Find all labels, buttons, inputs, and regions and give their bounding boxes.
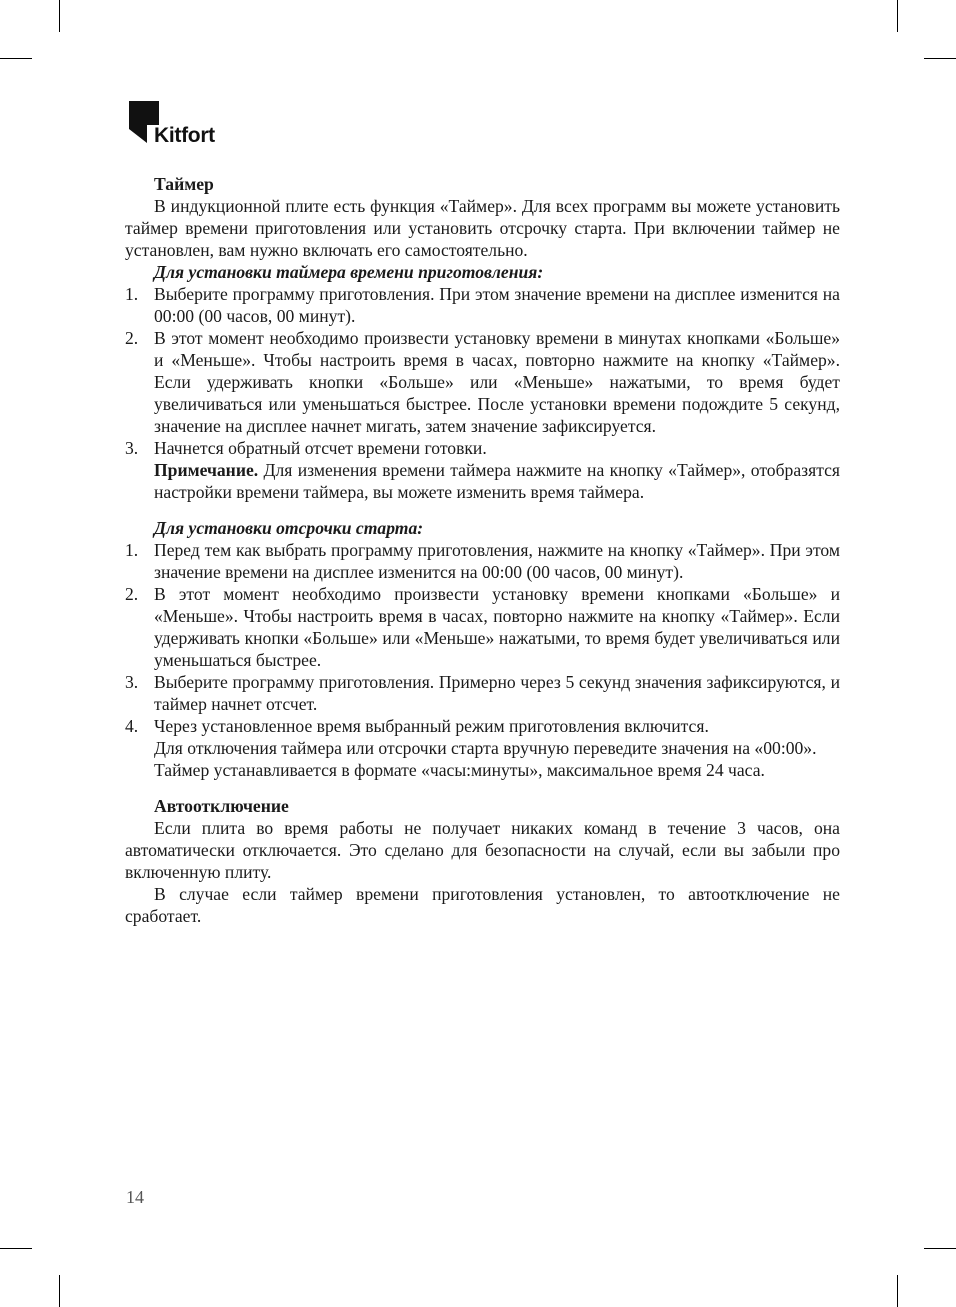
note-label: Примечание. [154,460,259,480]
delay-extra-2: Таймер устанавливается в формате «часы:минуты», максимальное время 24 часа. [154,760,765,780]
crop-mark [0,58,32,59]
crop-mark [924,58,956,59]
crop-mark [59,0,60,32]
delay-start-steps [125,539,840,737]
timer-intro: В индукционной плите есть функция «Таймер». Для всех программ вы можете установить таймер времени приготовления или установить отсрочку старта. При включении таймер не установлен, вам нужно включать его самостоятельно. [125,196,840,260]
page-content [125,173,840,927]
crop-mark [0,1248,32,1249]
crop-mark [59,1275,60,1307]
list-item: 4. Через установленное время выбранный режим приготовления включится. [125,716,709,736]
note [125,459,840,503]
auto-off-para1: Если плита во время работы не получает никаких команд в течение 3 часов, она автоматически отключается. Это сделано для безопасности на случай, если вы забыли про включенную плиту. [125,818,840,882]
auto-off-para2: В случае если таймер времени приготовления установлен, то автоотключение не сработает. [125,884,840,926]
auto-off-heading: Автоотключение [154,796,289,816]
delay-start-subheading: Для установки отсрочки старта: [154,518,424,538]
crop-mark [897,1275,898,1307]
timer-heading: Таймер [154,174,214,194]
list-item: 1. Выберите программу приготовления. При этом значение времени на дисплее изменится на 00:00 (00 часов, 00 минут). [125,284,840,326]
cook-timer-subheading: Для установки таймера времени приготовления: [154,262,544,282]
brand-name: Kitfort [154,124,215,147]
list-item: 2. В этот момент необходимо произвести установку времени в минутах кнопками «Больше» и «Меньше». Чтобы настроить время в часах, повторно нажмите на кнопку «Таймер». Если удерживать кнопки «Больше» или «Меньше» нажатыми, то время будет увеличиваться или уменьшаться быстрее. После установки времени подождите 5 секунд, значение на дисплее начнет мигать, затем значение зафиксируется. [125,328,840,436]
list-item: 3. Начнется обратный отсчет времени готовки. [125,438,487,458]
page-number: 14 [126,1187,144,1207]
list-item: 3. Выберите программу приготовления. Примерно через 5 секунд значения зафиксируются, и таймер начнет отсчет. [125,672,840,714]
crop-mark [897,0,898,32]
delay-extra-1: Для отключения таймера или отсрочки старта вручную переведите значения на «00:00». [154,738,817,758]
cook-timer-steps [125,283,840,459]
note-text: Для изменения времени таймера нажмите на кнопку «Таймер», отобразятся настройки времени таймера, вы можете изменить время таймера. [154,460,840,502]
crop-mark [924,1248,956,1249]
list-item: 1. Перед тем как выбрать программу приготовления, нажмите на кнопку «Таймер». При этом значение времени на дисплее изменится на 00:00 (00 часов, 00 минут). [125,540,840,582]
list-item: 2. В этот момент необходимо произвести установку времени кнопками «Больше» и «Меньше». Чтобы настроить время в часах, повторно нажмите на кнопку «Таймер». Если удерживать кнопки «Больше» или «Меньше» нажатыми, то время будет увеличиваться или уменьшаться быстрее. [125,584,840,670]
